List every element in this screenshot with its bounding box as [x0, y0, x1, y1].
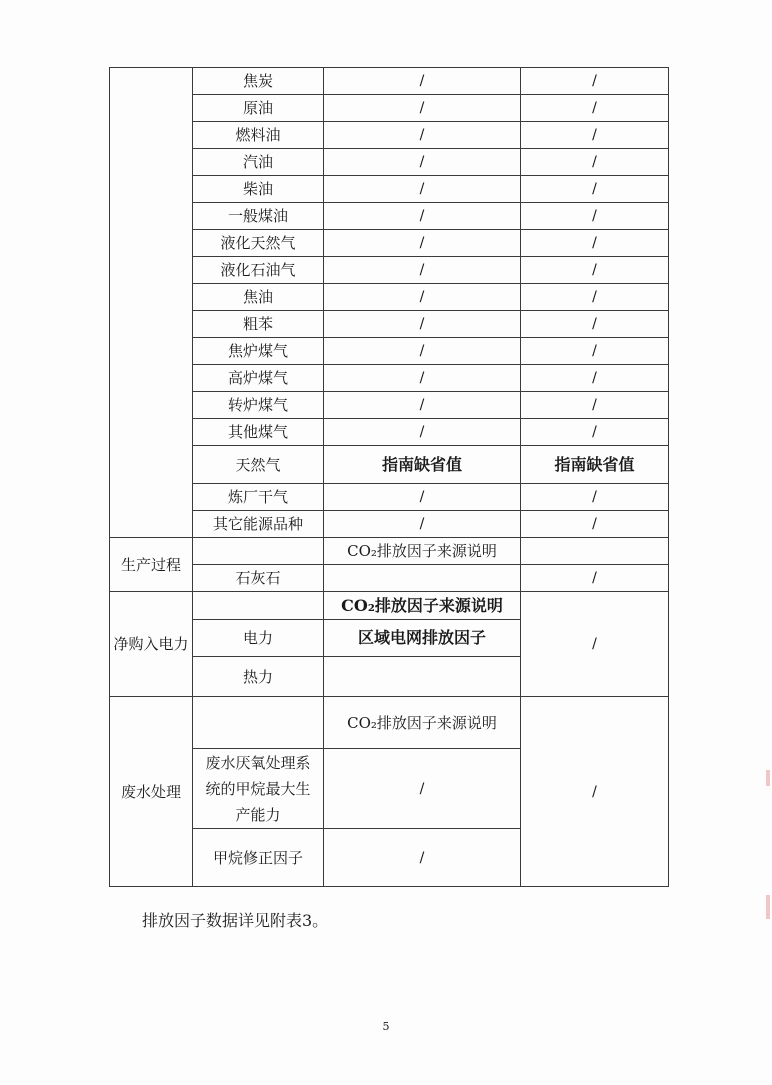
fuel-section — [110, 68, 669, 538]
fuel-c1-value: / — [324, 68, 521, 95]
fuel-name: 液化天然气 — [193, 230, 324, 257]
fuel-c1-value: / — [324, 176, 521, 203]
fuel-c2-value: / — [521, 176, 669, 203]
fuel-c2-value: / — [521, 311, 669, 338]
fuel-c2-value: / — [521, 419, 669, 446]
methane-correction-value: / — [324, 829, 521, 887]
fuel-name: 其他煤气 — [193, 419, 324, 446]
fuel-category-cell — [110, 68, 193, 538]
electricity-category: 净购入电力 — [113, 635, 189, 653]
methane-capacity-label: 废水厌氧处理系统的甲烷最大生产能力 — [193, 749, 324, 829]
fuel-c1-value: / — [324, 230, 521, 257]
fuel-c1-value: / — [324, 122, 521, 149]
fuel-c2-value: / — [521, 338, 669, 365]
fuel-name: 焦炭 — [193, 68, 324, 95]
fuel-c2-value: / — [521, 392, 669, 419]
heat-label: 热力 — [193, 657, 324, 697]
fuel-row — [110, 311, 669, 338]
fuel-row — [110, 446, 669, 484]
fuel-c1-value: / — [324, 484, 521, 511]
heat-value-cell — [324, 657, 521, 697]
fuel-c1-value: / — [324, 284, 521, 311]
fuel-c1-value: / — [324, 392, 521, 419]
fuel-c2-value: / — [521, 122, 669, 149]
fuel-row — [110, 95, 669, 122]
fuel-c2-value: / — [521, 95, 669, 122]
power-label: 电力 — [193, 620, 324, 657]
fuel-row — [110, 484, 669, 511]
fuel-c1-value: / — [324, 95, 521, 122]
scan-edge-mark-2 — [766, 895, 770, 919]
fuel-row — [110, 365, 669, 392]
fuel-c1-value: / — [324, 338, 521, 365]
electricity-header-cell: CO₂排放因子来源说明 — [324, 592, 521, 620]
page-number: 5 — [382, 1020, 390, 1033]
fuel-c2-value: / — [521, 68, 669, 95]
fuel-row — [110, 203, 669, 230]
fuel-c1-value: / — [324, 365, 521, 392]
process-header-cell: CO₂排放因子来源说明 — [324, 538, 521, 565]
fuel-name: 转炉煤气 — [193, 392, 324, 419]
appendix-note: 排放因子数据详见附表3。 — [142, 911, 329, 930]
wastewater-category-cell — [110, 697, 193, 887]
electricity-c2-value: / — [521, 592, 669, 697]
fuel-c2-value: 指南缺省值 — [521, 446, 669, 484]
fuel-row — [110, 122, 669, 149]
fuel-name: 焦炉煤气 — [193, 338, 324, 365]
fuel-name: 高炉煤气 — [193, 365, 324, 392]
fuel-row — [110, 284, 669, 311]
fuel-c1-value: 指南缺省值 — [324, 446, 521, 484]
fuel-name: 汽油 — [193, 149, 324, 176]
wastewater-section — [110, 697, 669, 887]
methane-capacity-value: / — [324, 749, 521, 829]
fuel-row — [110, 511, 669, 538]
wastewater-category: 废水处理 — [120, 782, 181, 801]
fuel-name: 液化石油气 — [193, 257, 324, 284]
fuel-c1-value: / — [324, 419, 521, 446]
methane-correction-label: 甲烷修正因子 — [193, 829, 324, 887]
fuel-name: 焦油 — [193, 284, 324, 311]
fuel-name: 炼厂干气 — [193, 484, 324, 511]
fuel-row — [110, 257, 669, 284]
wastewater-blank-cell — [193, 697, 324, 749]
fuel-c2-value: / — [521, 365, 669, 392]
fuel-name: 燃料油 — [193, 122, 324, 149]
fuel-c1-value: / — [324, 311, 521, 338]
fuel-c1-value: / — [324, 257, 521, 284]
electricity-blank-cell — [193, 592, 324, 620]
fuel-row — [110, 176, 669, 203]
fuel-row — [110, 419, 669, 446]
wastewater-header-cell: CO₂排放因子来源说明 — [324, 697, 521, 749]
fuel-c1-value: / — [324, 203, 521, 230]
power-value: 区域电网排放因子 — [324, 620, 521, 657]
limestone-c1-cell — [324, 565, 521, 592]
fuel-c1-value: / — [324, 149, 521, 176]
process-category-cell — [110, 538, 193, 592]
fuel-row — [110, 68, 669, 95]
fuel-c2-value: / — [521, 257, 669, 284]
fuel-name: 天然气 — [193, 446, 324, 484]
fuel-row — [110, 230, 669, 257]
fuel-c2-value: / — [521, 284, 669, 311]
fuel-c2-value: / — [521, 203, 669, 230]
fuel-c2-value: / — [521, 511, 669, 538]
emission-factor-table — [109, 67, 669, 887]
scan-edge-mark — [766, 770, 770, 786]
process-section — [110, 538, 669, 592]
electricity-category-cell — [110, 592, 193, 697]
limestone-c2-value: / — [521, 565, 669, 592]
fuel-name: 柴油 — [193, 176, 324, 203]
wastewater-c2-value: / — [521, 697, 669, 887]
process-blank-cell-2 — [521, 538, 669, 565]
fuel-name: 其它能源品种 — [193, 511, 324, 538]
fuel-name: 一般煤油 — [193, 203, 324, 230]
limestone-label: 石灰石 — [193, 565, 324, 592]
fuel-c2-value: / — [521, 484, 669, 511]
process-category: 生产过程 — [120, 555, 181, 574]
fuel-c2-value: / — [521, 149, 669, 176]
electricity-section — [110, 592, 669, 697]
fuel-c2-value: / — [521, 230, 669, 257]
fuel-c1-value: / — [324, 511, 521, 538]
fuel-row — [110, 149, 669, 176]
fuel-row — [110, 392, 669, 419]
process-blank-cell — [193, 538, 324, 565]
fuel-row — [110, 338, 669, 365]
fuel-name: 原油 — [193, 95, 324, 122]
fuel-name: 粗苯 — [193, 311, 324, 338]
